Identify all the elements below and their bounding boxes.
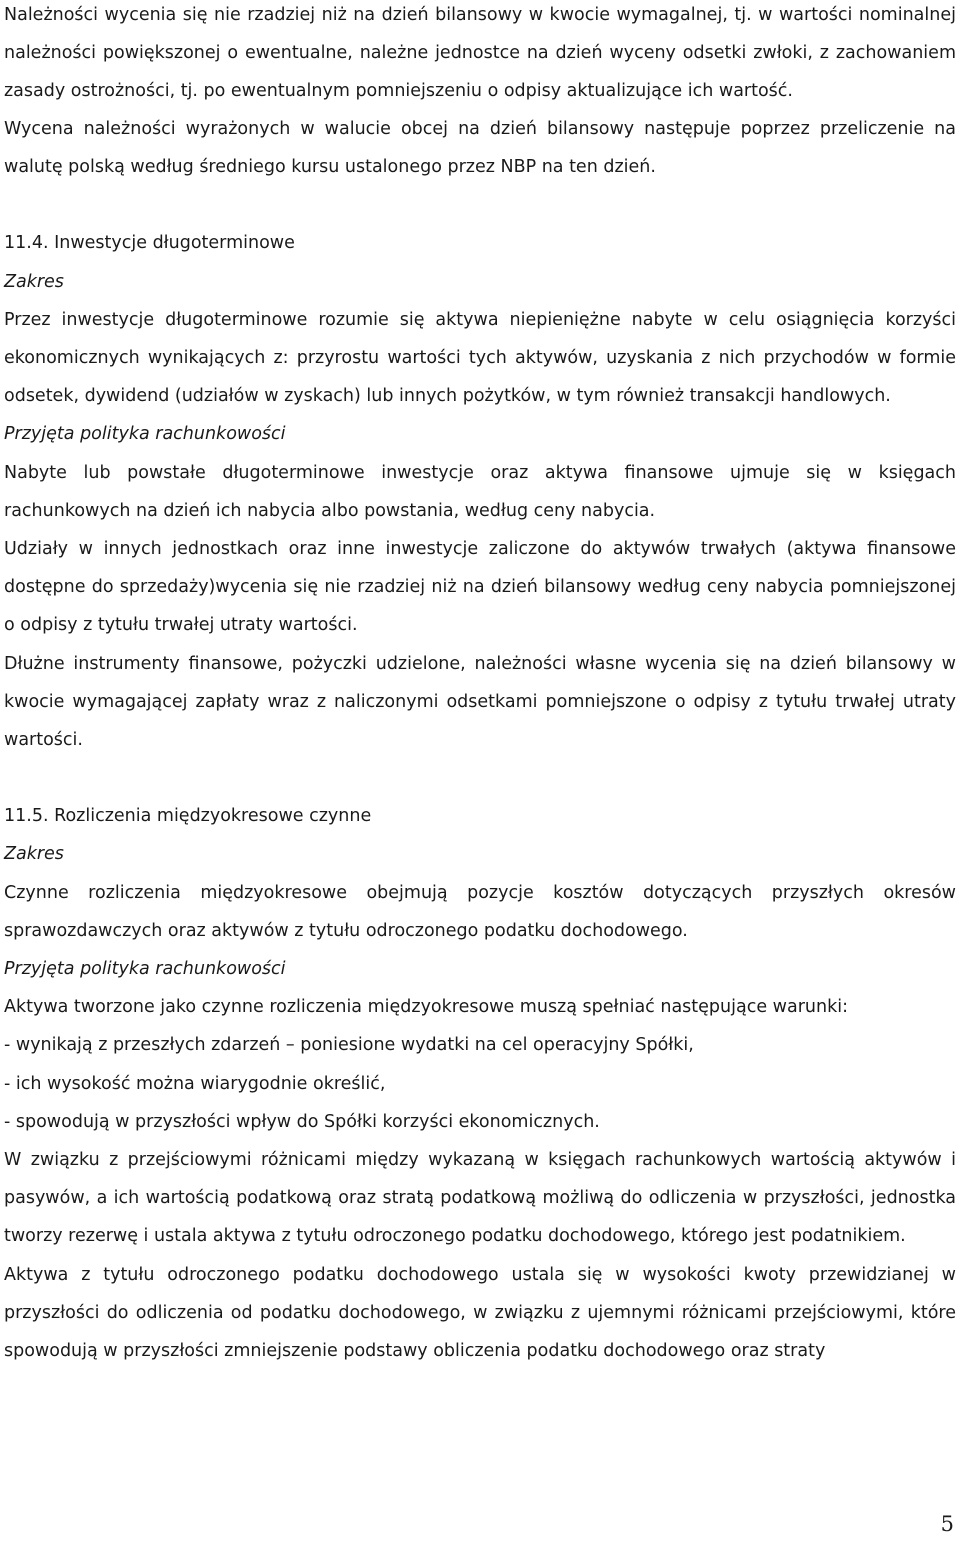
condition-item: - wynikają z przeszłych zdarzeń – poniesione wydatki na cel operacyjny Spółki, <box>4 1035 694 1056</box>
section-heading: 11.5. Rozliczenia międzyokresowe czynne <box>4 806 372 827</box>
condition-item: - ich wysokość można wiarygodnie określić, <box>4 1073 386 1094</box>
document-page <box>4 0 956 1370</box>
policy-paragraph: Dłużne instrumenty finansowe, pożyczki udzielone, należności własne wycenia się na dzień bilansowy w kwocie wymagającej zapłaty wraz z naliczonymi odsetkami pomniejszone o odpisy z tytułu trwałej utraty wartości. <box>4 653 956 751</box>
scope-text: Czynne rozliczenia międzyokresowe obejmują pozycje kosztów dotyczących przyszłych okresów sprawozdawczych oraz aktywów z tytułu odroczonego podatku dochodowego. <box>4 882 956 941</box>
intro-paragraph-receivables: Należności wycenia się nie rzadziej niż na dzień bilansowy w kwocie wymagalnej, tj. w wartości nominalnej należności powiększonej o ewentualne, należne jednostce na dzień wyceny odsetki zwłoki, z zachowaniem zasady ostrożności, tj. po ewentualnym pomniejszeniu o odpisy aktualizujące ich wartość. <box>4 5 956 101</box>
section-11-5 <box>4 797 956 1370</box>
condition-item: - spowodują w przyszłości wpływ do Spółki korzyści ekonomicznych. <box>4 1111 600 1132</box>
scope-label: Zakres <box>4 844 64 865</box>
section-gap <box>4 759 956 797</box>
section-11-4 <box>4 224 956 759</box>
policy-paragraph: Udziały w innych jednostkach oraz inne inwestycje zaliczone do aktywów trwałych (aktywa finansowe dostępne do sprzedaży)wycenia się nie rzadziej niż na dzień bilansowy według ceny nabycia pomniejszonej o odpisy z tytułu trwałej utraty wartości. <box>4 539 956 636</box>
policy-label: Przyjęta polityka rachunkowości <box>4 959 286 980</box>
page-number: 5 <box>940 1512 954 1536</box>
policy-intro: Aktywa tworzone jako czynne rozliczenia międzyokresowe muszą spełniać następujące warunki: <box>4 997 848 1018</box>
scope-label: Zakres <box>4 271 64 292</box>
intro-paragraph-foreign-currency: Wycena należności wyrażonych w walucie obcej na dzień bilansowy następuje poprzez przeliczenie na walutę polską według średniego kursu ustalonego przez NBP na ten dzień. <box>4 119 956 178</box>
policy-paragraph: W związku z przejściowymi różnicami między wykazaną w księgach rachunkowych wartością aktywów i pasywów, a ich wartością podatkową oraz stratą podatkową możliwą do odliczenia w przyszłości, jednostka tworzy rezerwę i ustala aktywa z tytułu odroczonego podatku dochodowego, którego jest podatnikiem. <box>4 1150 956 1247</box>
section-heading: 11.4. Inwestycje długoterminowe <box>4 233 295 254</box>
policy-label: Przyjęta polityka rachunkowości <box>4 424 286 445</box>
policy-paragraph: Aktywa z tytułu odroczonego podatku dochodowego ustala się w wysokości kwoty przewidzianej w przyszłości do odliczenia od podatku dochodowego, w związku z ujemnymi różnicami przejściowymi, które spowodują w przyszłości zmniejszenie podstawy obliczenia podatku dochodowego oraz straty <box>4 1264 956 1362</box>
policy-paragraph: Nabyte lub powstałe długoterminowe inwestycje oraz aktywa finansowe ujmuje się w księgach rachunkowych na dzień ich nabycia albo powstania, według ceny nabycia. <box>4 462 956 521</box>
scope-text: Przez inwestycje długoterminowe rozumie się aktywa niepieniężne nabyte w celu osiągnięcia korzyści ekonomicznych wynikających z: przyrostu wartości tych aktywów, uzyskania z nich przychodów w formie odsetek, dywidend (udziałów w zyskach) lub innych pożytków, w tym również transakcji handlowych. <box>4 309 956 407</box>
section-gap <box>4 186 956 224</box>
